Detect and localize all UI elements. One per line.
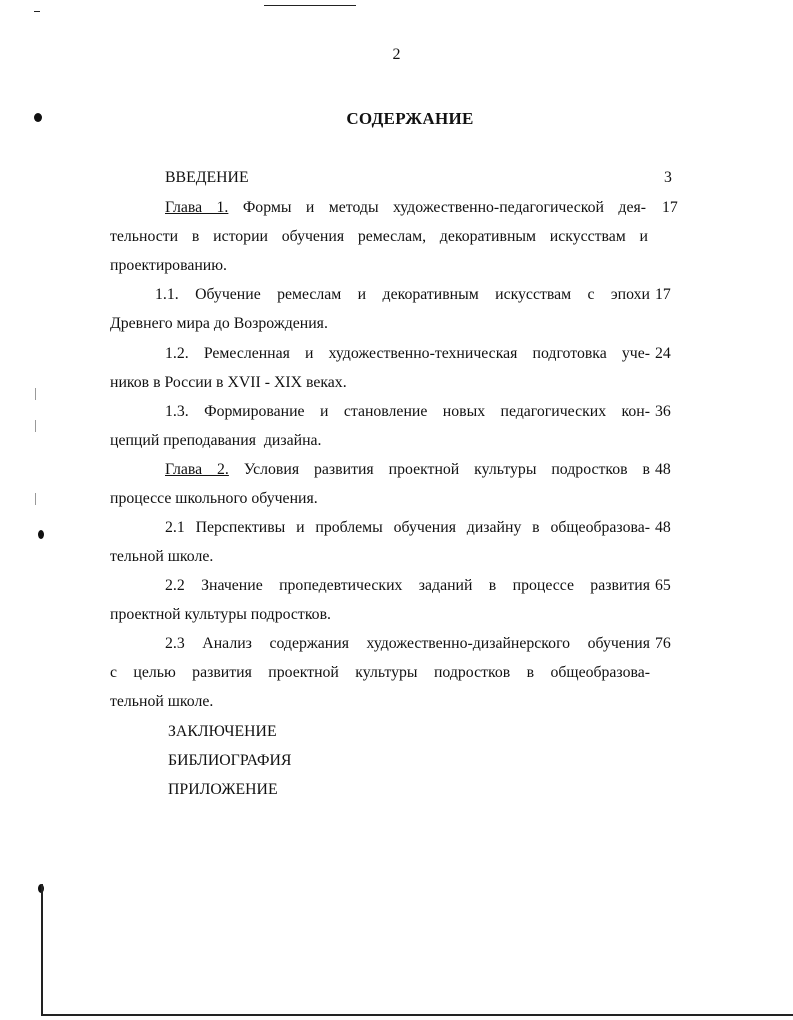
scan-tick <box>35 493 36 505</box>
scan-edge-left <box>41 884 43 1016</box>
toc-entry-label-cont: с целью развития проектной культуры подростков в общеобразова- <box>110 664 650 681</box>
scan-tick <box>35 388 36 400</box>
scan-edge-bottom <box>41 1014 793 1016</box>
page-number: 2 <box>392 46 401 63</box>
page-title: СОДЕРЖАНИЕ <box>346 109 474 128</box>
toc-entry-label-cont: тельной школе. <box>110 693 214 710</box>
chapter-prefix: Глава 2. <box>165 461 229 478</box>
toc-entry-label: Глава 1. Формы и методы художественно-педагогической дея- <box>165 199 646 216</box>
toc-entry-label-cont: проектной культуры подростков. <box>110 606 331 623</box>
toc-entry-label-cont: Древнего мира до Возрождения. <box>110 315 328 332</box>
scan-mark-top <box>264 5 356 6</box>
toc-entry-label: 2.2 Значение пропедевтических заданий в процессе развития <box>165 577 650 594</box>
toc-entry-page: 36 <box>655 403 671 420</box>
toc-entry-label: 1.2. Ремесленная и художественно-техническая подготовка уче- <box>165 345 650 362</box>
toc-entry-label: Глава 2. Условия развития проектной культуры подростков в <box>165 461 651 478</box>
toc-entry-label: 2.1 Перспективы и проблемы обучения дизайну в общеобразова- <box>165 519 650 536</box>
toc-entry-label-cont: тельности в истории обучения ремеслам, декоративным искусствам и <box>110 228 648 245</box>
toc-entry-page: 3 <box>664 169 672 186</box>
toc-entry-label-cont: ников в России в XVII - XIX веках. <box>110 374 347 391</box>
toc-entry-label-cont: процессе школьного обучения. <box>110 490 318 507</box>
toc-entry-label: ВВЕДЕНИЕ <box>165 169 249 186</box>
scan-mark-top-small <box>34 11 40 12</box>
toc-entry-page: 48 <box>655 461 671 478</box>
toc-entry-label: 2.3 Анализ содержания художественно-дизайнерского обучения <box>165 635 650 652</box>
toc-entry-page: 17 <box>662 199 678 216</box>
toc-entry-page: 17 <box>655 286 671 303</box>
scan-tick <box>35 420 36 432</box>
chapter-prefix: Глава 1. <box>165 199 229 216</box>
toc-entry-page: 24 <box>655 345 671 362</box>
binder-hole-mark <box>38 530 44 539</box>
toc-entry-label: ПРИЛОЖЕНИЕ <box>168 781 278 798</box>
toc-entry-page: 48 <box>655 519 671 536</box>
toc-entry-label: БИБЛИОГРАФИЯ <box>168 752 292 769</box>
toc-entry-page: 76 <box>655 635 671 652</box>
toc-entry-label: 1.3. Формирование и становление новых педагогических кон- <box>165 403 650 420</box>
toc-entry-label-cont: проектированию. <box>110 257 227 274</box>
toc-entry-page: 65 <box>655 577 671 594</box>
toc-entry-label-cont: тельной школе. <box>110 548 214 565</box>
toc-entry-label: 1.1. Обучение ремеслам и декоративным искусствам с эпохи <box>155 286 650 303</box>
toc-entry-label-cont: цепций преподавания дизайна. <box>110 432 322 449</box>
toc-entry-label: ЗАКЛЮЧЕНИЕ <box>168 723 277 740</box>
